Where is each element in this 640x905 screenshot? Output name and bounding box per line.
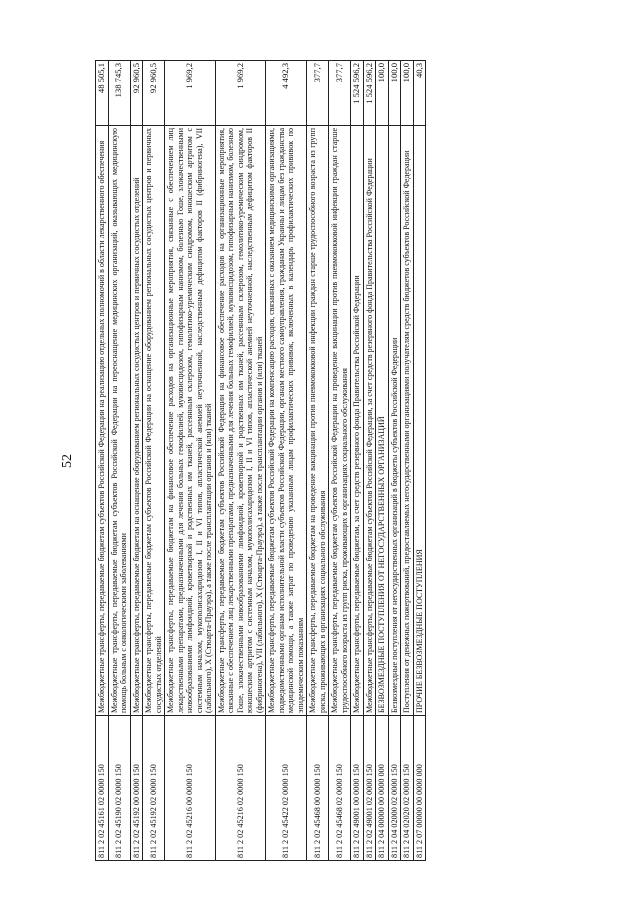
amount-cell: 377,7 xyxy=(307,61,329,126)
description-cell: Межбюджетные трансферты, передаваемые бюджетам субъектов Российской Федерации на проведение вакцинации против пневмококковой инфекции граждан старше трудоспособного возраста из групп риска, проживающих в организациях социального обслуживания xyxy=(329,126,351,716)
budget-code-cell: 811 2 02 45468 02 0000 150 xyxy=(329,716,351,861)
budget-code-cell: 811 2 04 02000 02 0000 150 xyxy=(388,716,401,861)
table-body xyxy=(96,61,426,861)
budget-code-cell: 811 2 02 45216 00 0000 150 xyxy=(165,716,216,861)
rotated-content xyxy=(60,61,530,861)
budget-code-cell: 811 2 02 49001 02 0000 150 xyxy=(363,716,376,861)
table-row xyxy=(329,61,351,861)
amount-cell: 92 960,5 xyxy=(130,61,143,126)
amount-cell: 138 745,3 xyxy=(108,61,130,126)
budget-code-cell: 811 2 02 45190 02 0000 150 xyxy=(108,716,130,861)
table-row xyxy=(401,61,414,861)
amount-cell: 100,0 xyxy=(401,61,414,126)
description-cell: БЕЗВОЗМЕЗДНЫЕ ПОСТУПЛЕНИЯ ОТ НЕГОСУДАРСТВЕННЫХ ОРГАНИЗАЦИЙ xyxy=(376,126,389,716)
amount-cell: 377,7 xyxy=(329,61,351,126)
table-row xyxy=(96,61,109,861)
budget-code-cell: 811 2 02 45422 02 0000 150 xyxy=(266,716,307,861)
table-row xyxy=(266,61,307,861)
budget-code-cell: 811 2 02 45192 00 0000 150 xyxy=(130,716,143,861)
description-cell: Поступления от денежных пожертвований, предоставляемых негосударственными организациями получателям средств бюджетов субъектов Российской Федерации xyxy=(401,126,414,716)
table-row xyxy=(108,61,130,861)
amount-cell: 48 505,1 xyxy=(96,61,109,126)
table-row xyxy=(143,61,165,861)
table-row xyxy=(388,61,401,861)
amount-cell: 1 969,2 xyxy=(215,61,266,126)
description-cell: Межбюджетные трансферты, передаваемые бюджетам субъектов Российской Федерации, за счет средств резервного фонда Правительства Российской Федерации xyxy=(363,126,376,716)
description-cell: Межбюджетные трансферты, передаваемые бюджетам на финансовое обеспечение расходов на организационные мероприятия, связанные с обеспечением лиц лекарственными препаратами, предназначенными для лечения больных гемофилией, муковисцидозом, гипофизарным нанизмом, болезнью Гоше, злокачественными новообразованиями лимфоидной, кроветворной и родственных им тканей, рассеянным склерозом, гемолитико-уремическим синдромом, юношеским артритом с системным началом, мукополисахаридозом I, II и VI типов, апластической анемией неуточненной, наследственным дефицитом факторов II (фибриногена), VII (лабильного), X (Стюарта-Прауэра), а также после трансплантации органов и (или) тканей xyxy=(165,126,216,716)
description-cell: Межбюджетные трансферты, передаваемые бюджетам на проведение вакцинации против пневмококковой инфекции граждан старше трудоспособного возраста из групп риска, проживающих в организациях социального обслуживания xyxy=(307,126,329,716)
budget-code-cell: 811 2 02 49001 00 0000 150 xyxy=(351,716,364,861)
budget-code-cell: 811 2 07 00000 00 0000 000 xyxy=(413,716,426,861)
table-row xyxy=(307,61,329,861)
table-row xyxy=(413,61,426,861)
description-cell: Межбюджетные трансферты, передаваемые бюджетам субъектов Российской Федерации на компенсацию расходов, связанных с оказанием медицинскими организациями, подведомственными органам исполнительной власти субъектов Российской Федерации, органам местного самоуправления, гражданам Украины и лицам без гражданства медицинской помощи, а также затрат по проведению указанным лицам профилактических прививок, включенных в календарь профилактических прививок по эпидемическим показаниям xyxy=(266,126,307,716)
amount-cell: 4 492,3 xyxy=(266,61,307,126)
table-row xyxy=(376,61,389,861)
table-row xyxy=(130,61,143,861)
table-row xyxy=(165,61,216,861)
description-cell: ПРОЧИЕ БЕЗВОЗМЕЗДНЫЕ ПОСТУПЛЕНИЯ xyxy=(413,126,426,716)
budget-code-cell: 811 2 02 45161 02 0000 150 xyxy=(96,716,109,861)
amount-cell: 40,3 xyxy=(413,61,426,126)
budget-code-cell: 811 2 02 45468 00 0000 150 xyxy=(307,716,329,861)
description-cell: Межбюджетные трансферты, передаваемые бюджетам на оснащение оборудованием региональных сосудистых центров и первичных сосудистых отделений xyxy=(130,126,143,716)
description-cell: Межбюджетные трансферты, передаваемые бюджетам субъектов Российской Федерации на переоснащение медицинских организаций, оказывающих медицинскую помощь больным с онкологическими заболеваниями xyxy=(108,126,130,716)
amount-cell: 1 524 596,2 xyxy=(363,61,376,126)
budget-code-cell: 811 2 02 45192 02 0000 150 xyxy=(143,716,165,861)
table-row xyxy=(215,61,266,861)
table-row xyxy=(363,61,376,861)
description-cell: Межбюджетные трансферты, передаваемые бюджетам субъектов Российской Федерации на реализацию отдельных полномочий в области лекарственного обеспечения xyxy=(96,126,109,716)
budget-code-cell: 811 2 02 45216 02 0000 150 xyxy=(215,716,266,861)
revenue-table xyxy=(95,60,426,861)
budget-code-cell: 811 2 04 02020 02 0000 150 xyxy=(401,716,414,861)
description-cell: Межбюджетные трансферты, передаваемые бюджетам субъектов Российской Федерации на оснащение оборудованием региональных сосудистых центров и первичных сосудистых отделений xyxy=(143,126,165,716)
description-cell: Межбюджетные трансферты, передаваемые бюджетам, за счет средств резервного фонда Правительства Российской Федерации xyxy=(351,126,364,716)
budget-code-cell: 811 2 04 00000 00 0000 000 xyxy=(376,716,389,861)
description-cell: Безвозмездные поступления от негосударственных организаций в бюджеты субъектов Российской Федерации xyxy=(388,126,401,716)
amount-cell: 100,0 xyxy=(376,61,389,126)
amount-cell: 100,0 xyxy=(388,61,401,126)
description-cell: Межбюджетные трансферты, передаваемые бюджетам субъектов Российской Федерации на финансовое обеспечение расходов на организационные мероприятия, связанные с обеспечением лиц лекарственными препаратами, предназначенными для лечения больных гемофилией, муковисцидозом, гипофизарным нанизмом, болезнью Гоше, злокачественными новообразованиями лимфоидной, кроветворной и родственных им тканей, рассеянным склерозом, гемолитико-уремическим синдромом, юношеским артритом с системным началом, мукополисахаридозом I, II и VI типов, апластической анемией неуточненной, наследственным дефицитом факторов II (фибриногена), VII (лабильного), X (Стюарта-Прауэра), а также после трансплантации органов и (или) тканей xyxy=(215,126,266,716)
amount-cell: 92 960,5 xyxy=(143,61,165,126)
table-row xyxy=(351,61,364,861)
amount-cell: 1 524 596,2 xyxy=(351,61,364,126)
amount-cell: 1 969,2 xyxy=(165,61,216,126)
page-number: 52 xyxy=(60,454,75,468)
